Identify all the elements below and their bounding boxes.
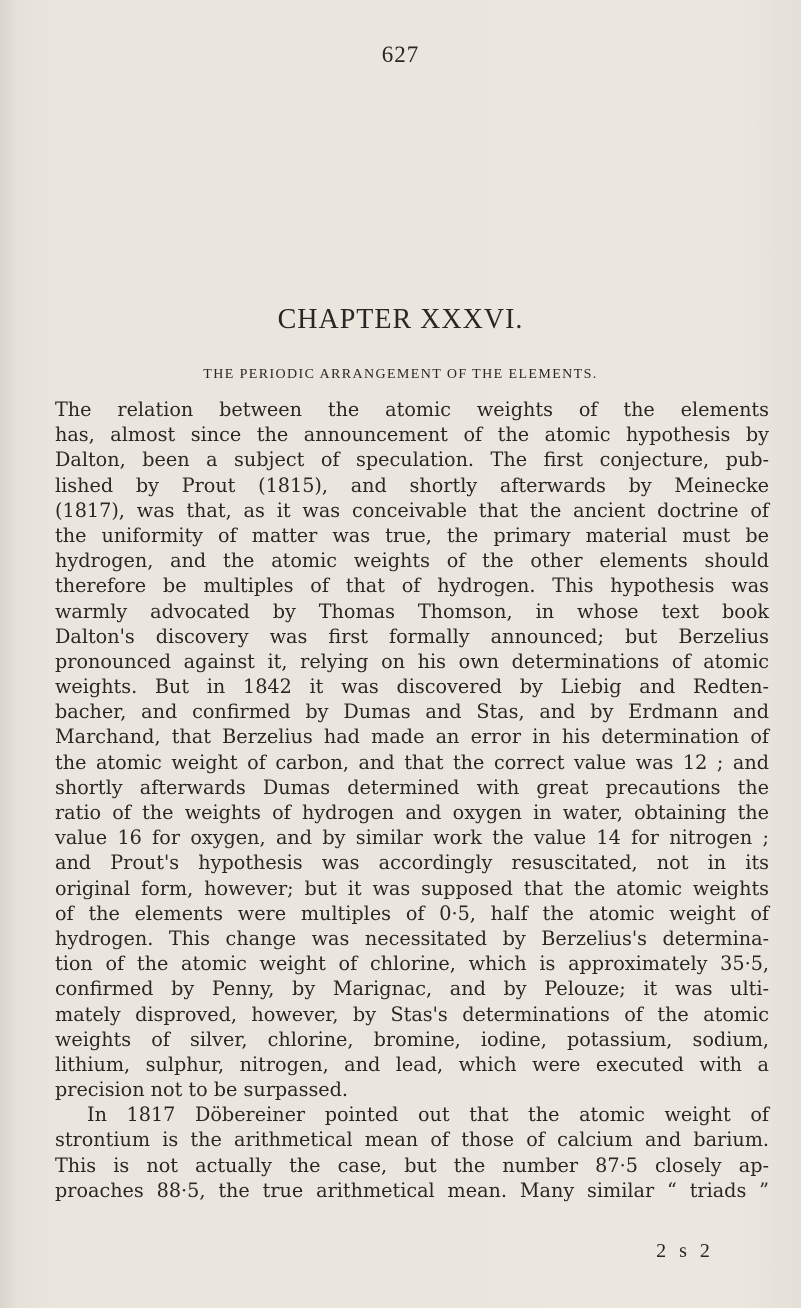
text-line: Dalton, been a subject of speculation. The first conjecture, pub- — [55, 448, 769, 472]
text-line: pronounced against it, relying on his own determinations of atomic — [55, 649, 769, 673]
text-line: This is not actually the case, but the number 87·5 closely ap- — [55, 1153, 769, 1177]
text-line: lished by Prout (1815), and shortly afterwards by Meinecke — [55, 473, 769, 497]
text-line: and Prout's hypothesis was accordingly resuscitated, not in its — [55, 851, 769, 875]
text-line: Marchand, that Berzelius had made an error in his determination of — [55, 725, 769, 749]
text-line: proaches 88·5, the true arithmetical mean. Many similar “ triads ” — [55, 1178, 769, 1202]
paragraph-1 — [55, 397, 769, 1102]
text-line: ratio of the weights of hydrogen and oxygen in water, obtaining the — [55, 801, 769, 824]
text-line: Dalton's discovery was first formally announced; but Berzelius — [55, 624, 769, 648]
body-text — [55, 397, 769, 1203]
chapter-subtitle: THE PERIODIC ARRANGEMENT OF THE ELEMENTS. — [203, 367, 598, 382]
text-line: bacher, and confirmed by Dumas and Stas, and by Erdmann and — [55, 700, 769, 724]
text-line: mately disproved, however, by Stas's determinations of the atomic — [55, 1002, 769, 1026]
text-line: weights. But in 1842 it was discovered by Liebig and Redten- — [55, 675, 769, 699]
text-line: In 1817 Döbereiner pointed out that the atomic weight of — [87, 1103, 769, 1127]
text-line: the uniformity of matter was true, the primary material must be — [55, 523, 769, 547]
text-line: (1817), was that, as it was conceivable that the ancient doctrine of — [55, 498, 769, 522]
text-line: therefore be multiples of that of hydrogen. This hypothesis was — [55, 574, 769, 598]
text-line: has, almost since the announcement of the atomic hypothesis by — [55, 423, 769, 447]
chapter-title: CHAPTER XXXVI. — [277, 304, 524, 335]
text-line: lithium, sulphur, nitrogen, and lead, which were executed with a — [55, 1052, 769, 1076]
text-line: tion of the atomic weight of chlorine, which is approximately 35·5, — [55, 952, 769, 976]
signature-mark: 2 s 2 — [656, 1240, 714, 1262]
text-line: value 16 for oxygen, and by similar work the value 14 for nitrogen ; — [55, 826, 769, 850]
text-line: of the elements were multiples of 0·5, half the atomic weight of — [55, 901, 769, 925]
text-line: hydrogen. This change was necessitated by Berzelius's determina- — [55, 926, 769, 950]
page-number: 627 — [381, 42, 420, 67]
text-line: weights of silver, chlorine, bromine, iodine, potassium, sodium, — [55, 1027, 769, 1051]
text-line: precision not to be surpassed. — [55, 1078, 349, 1102]
paragraph-2 — [55, 1102, 769, 1203]
text-line: The relation between the atomic weights of the elements — [55, 398, 769, 421]
text-line: strontium is the arithmetical mean of those of calcium and barium. — [55, 1128, 769, 1152]
text-line: warmly advocated by Thomas Thomson, in whose text book — [55, 599, 769, 623]
text-line: shortly afterwards Dumas determined with great precautions the — [55, 775, 769, 799]
text-line: original form, however; but it was supposed that the atomic weights — [55, 876, 769, 900]
text-line: hydrogen, and the atomic weights of the other elements should — [55, 549, 769, 573]
text-line: confirmed by Penny, by Marignac, and by Pelouze; it was ulti- — [55, 977, 769, 1001]
text-line: the atomic weight of carbon, and that the correct value was 12 ; and — [55, 750, 769, 774]
